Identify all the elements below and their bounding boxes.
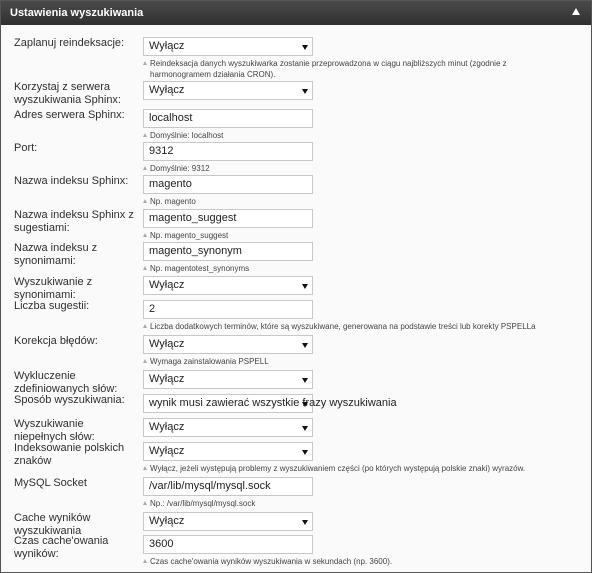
- note-text: Domyślnie: localhost: [150, 131, 224, 140]
- chevron-down-icon: [302, 450, 308, 455]
- note-text: Np.: /var/lib/mysql/mysql.sock: [150, 499, 256, 508]
- polish-chars-select[interactable]: [143, 442, 313, 461]
- setting-note: [143, 498, 570, 509]
- select-value: Wyłącz: [149, 515, 185, 527]
- setting-label: Cache wyników wyszukiwania: [14, 512, 91, 537]
- info-triangle-icon: [143, 233, 147, 237]
- chevron-down-icon: [302, 284, 308, 289]
- setting-label: Port:: [14, 142, 38, 154]
- port-input[interactable]: 9312: [143, 142, 313, 161]
- chevron-down-icon: [302, 343, 308, 348]
- setting-label: Czas cache'owania wyników:: [14, 535, 109, 560]
- setting-label: Liczba sugestii:: [14, 300, 90, 312]
- setting-label: Adres serwera Sphinx:: [14, 109, 125, 121]
- select-value: Wyłącz: [149, 84, 185, 96]
- select-value: Wyłącz: [149, 421, 185, 433]
- panel-header[interactable]: [1, 1, 591, 25]
- setting-note: [143, 263, 570, 274]
- setting-label: Korekcja błędów:: [14, 335, 98, 347]
- suggestion-count-input[interactable]: 2: [143, 300, 313, 319]
- sphinx-address-input[interactable]: localhost: [143, 109, 313, 128]
- info-triangle-icon: [143, 61, 147, 65]
- result-cache-select[interactable]: [143, 512, 313, 531]
- setting-note: [143, 163, 570, 174]
- note-text: Wyłącz, jeżeli występują problemy z wyszukiwaniem części (po których występują polskie znaki) wyrazów.: [150, 464, 526, 473]
- reindex-select[interactable]: [143, 37, 313, 56]
- setting-label: Indeksowanie polskich znaków: [14, 442, 125, 467]
- chevron-down-icon: [302, 426, 308, 431]
- setting-label: MySQL Socket: [14, 477, 87, 489]
- note-text: Czas cache'owania wyników wyszukiwania w sekundach (np. 3600).: [150, 557, 393, 566]
- sphinx-server-select[interactable]: [143, 81, 313, 100]
- info-triangle-icon: [143, 133, 147, 137]
- note-text: Reindeksacja danych wyszukiwarka zostanie przeprowadzona w ciągu najbliższych minut (zgodnie z harmonogramem działania CRON).: [150, 59, 507, 79]
- setting-note: [143, 356, 570, 367]
- info-triangle-icon: [143, 199, 147, 203]
- setting-label: Korzystaj z serwera wyszukiwania Sphinx:: [14, 81, 121, 106]
- chevron-down-icon: [302, 45, 308, 50]
- suggest-index-input[interactable]: magento_suggest: [143, 209, 313, 228]
- setting-note: [143, 196, 570, 207]
- setting-note: [143, 58, 560, 80]
- select-value: wynik musi zawierać wszystkie frazy wyszukiwania: [149, 397, 397, 409]
- word-exclusion-select[interactable]: [143, 370, 313, 389]
- note-text: Domyślnie: 9312: [150, 164, 210, 173]
- setting-note: [143, 230, 570, 241]
- select-value: Wyłącz: [149, 279, 185, 291]
- info-triangle-icon: [143, 166, 147, 170]
- setting-note: [143, 556, 570, 567]
- info-triangle-icon: [143, 559, 147, 563]
- info-triangle-icon: [143, 466, 147, 470]
- info-triangle-icon: [143, 359, 147, 363]
- setting-note: [143, 130, 570, 141]
- info-triangle-icon: [143, 324, 147, 328]
- note-text: Np. magento_suggest: [150, 231, 229, 240]
- setting-label: Wyszukiwanie niepełnych słów:: [14, 418, 95, 443]
- note-text: Wymaga zainstalowania PSPELL: [150, 357, 269, 366]
- info-triangle-icon: [143, 266, 147, 270]
- chevron-down-icon: [302, 89, 308, 94]
- synonym-index-input[interactable]: magento_synonym: [143, 242, 313, 261]
- note-text: Np. magentotest_synonyms: [150, 264, 250, 273]
- setting-label: Nazwa indeksu Sphinx z sugestiami:: [14, 209, 134, 234]
- info-triangle-icon: [143, 501, 147, 505]
- setting-note: [143, 321, 570, 332]
- setting-label: Sposób wyszukiwania:: [14, 394, 125, 406]
- note-text: Liczba dodatkowych terminów, które są wyszukiwane, generowana na podstawie treści lub korekty PSPELLa: [150, 322, 536, 331]
- sphinx-index-input[interactable]: magento: [143, 175, 313, 194]
- panel-title: Ustawienia wyszukiwania: [10, 7, 144, 19]
- setting-label: Nazwa indeksu Sphinx:: [14, 175, 129, 187]
- select-value: Wyłącz: [149, 40, 185, 52]
- collapse-arrow-icon[interactable]: [572, 8, 580, 15]
- chevron-down-icon: [302, 378, 308, 383]
- select-value: Wyłącz: [149, 373, 185, 385]
- chevron-down-icon: [302, 520, 308, 525]
- setting-note: [143, 463, 570, 474]
- select-value: Wyłącz: [149, 445, 185, 457]
- setting-label: Wykluczenie zdefiniowanych słów:: [14, 370, 118, 395]
- setting-label: Zaplanuj reindeksacje:: [14, 37, 125, 49]
- setting-label: Wyszukiwanie z synonimami:: [14, 276, 93, 301]
- setting-label: Nazwa indeksu z synonimami:: [14, 242, 98, 267]
- partial-words-select[interactable]: [143, 418, 313, 437]
- search-mode-select[interactable]: [143, 394, 397, 413]
- synonym-search-select[interactable]: [143, 276, 313, 295]
- note-text: Np. magento: [150, 197, 196, 206]
- select-value: Wyłącz: [149, 338, 185, 350]
- error-correction-select[interactable]: [143, 335, 313, 354]
- cache-time-input[interactable]: 3600: [143, 535, 313, 554]
- mysql-socket-input[interactable]: /var/lib/mysql/mysql.sock: [143, 477, 313, 496]
- chevron-down-icon: [302, 402, 308, 407]
